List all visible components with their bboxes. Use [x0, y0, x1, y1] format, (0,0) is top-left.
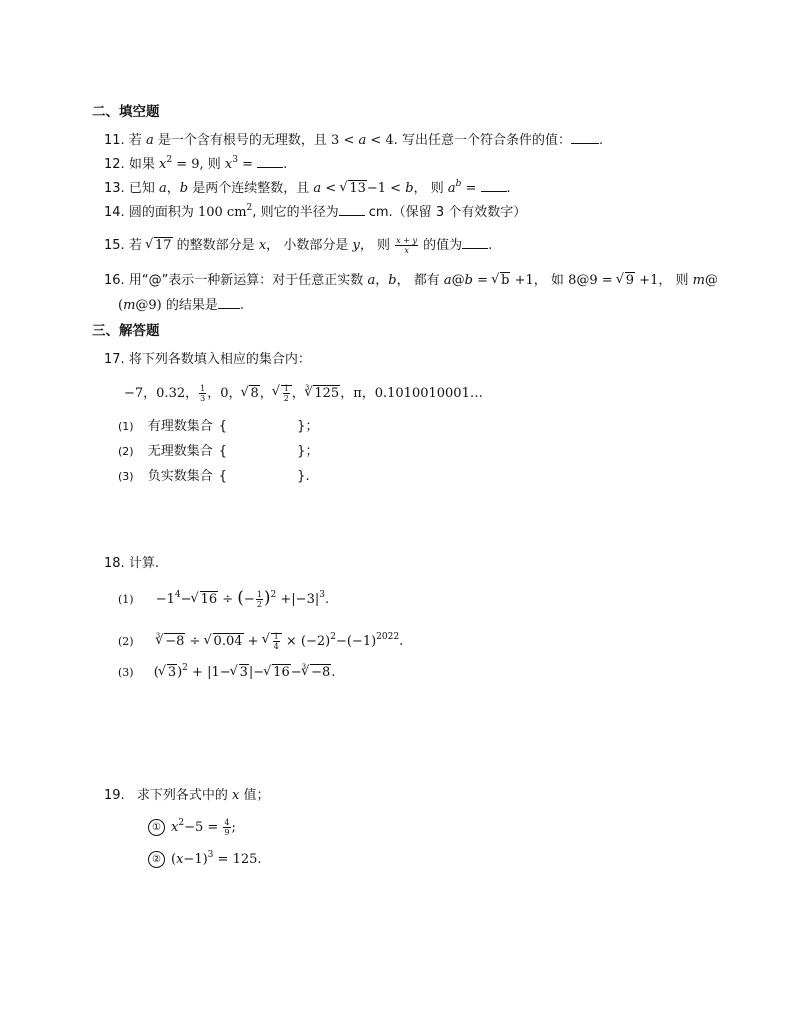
question-16-continued: (m@9) 的结果是 . — [118, 298, 245, 313]
calc-1: $(1) -1^4-√$ 16 ÷ (− $\frac{1}{2}$ )$^2 +|-3|^3$. — [118, 589, 329, 609]
answer-blank[interactable] — [218, 296, 240, 309]
question-16: 16. 用“@”表示一种新运算：对于任意正实数 a，b， 都有 a@b = √ b +1， 如 8@9 = √ 9 +1， 则 m@ — [104, 272, 718, 290]
equation-2: ② $(x-1)^3 = 125$. — [148, 851, 262, 869]
question-13: 13. 已知 a，b 是两个连续整数，且 a < √ 13−1 < b， 则 $a^b$ = . — [104, 179, 511, 198]
answer-blank[interactable] — [481, 179, 507, 192]
question-17: 17. 将下列各数填入相应的集合内： — [104, 352, 311, 367]
question-12: 12. 如果 $x^2 = 9$, 则 $x^3$ = . — [104, 155, 288, 172]
answer-blank[interactable] — [571, 131, 599, 144]
equation-1: ① $x^2-5$ = $\frac{4}{9}$ ; — [148, 818, 236, 837]
section-title-solutions: 三、解答题 — [92, 323, 160, 339]
answer-blank[interactable] — [339, 203, 365, 216]
question-11: 11. 若 a 是一个含有根号的无理数，且 3 < a < 4. 写出任意一个符合条件的值： . — [104, 133, 604, 148]
calc-3: (3) (√ 3)$^2$ + |1−√ 3|−√ 16−$^3$√ −8. — [118, 664, 335, 683]
set-irrational: (2) 无理数集合 { }； — [118, 444, 319, 459]
calc-2: (2) $^3$√ −8 ÷ √ 0.04 + √ $\frac{1}{4}$ × $(-2)^2-(-1)^{2022}$. — [118, 632, 403, 652]
question-number: 11. — [104, 133, 125, 148]
set-negative-real: (3) 负实数集合 { }. — [118, 469, 310, 484]
number-list: −7，0.32， $\frac{1}{3}$ ，0，√ 8， √ $\frac{1}{2}$ ，$^3$√ 125，π，0.1010010001… — [124, 384, 483, 404]
answer-blank[interactable] — [257, 155, 283, 168]
answer-blank[interactable] — [462, 236, 488, 249]
question-18: 18. 计算. — [104, 556, 159, 571]
question-14: 14. 圆的面积为 100 $cm^2$, 则它的半径为 cm.（保留 3 个有效数字） — [104, 203, 527, 220]
section-title-fill-blank: 二、填空题 — [92, 104, 160, 120]
set-rational: (1) 有理数集合 { }； — [118, 419, 319, 434]
question-15: 15. 若 √ 17 的整数部分是 x， 小数部分是 y， 则 $\frac{x + y}{x}$ 的值为 . — [104, 236, 492, 255]
question-19: 19. 求下列各式中的 x 值； — [104, 788, 270, 803]
